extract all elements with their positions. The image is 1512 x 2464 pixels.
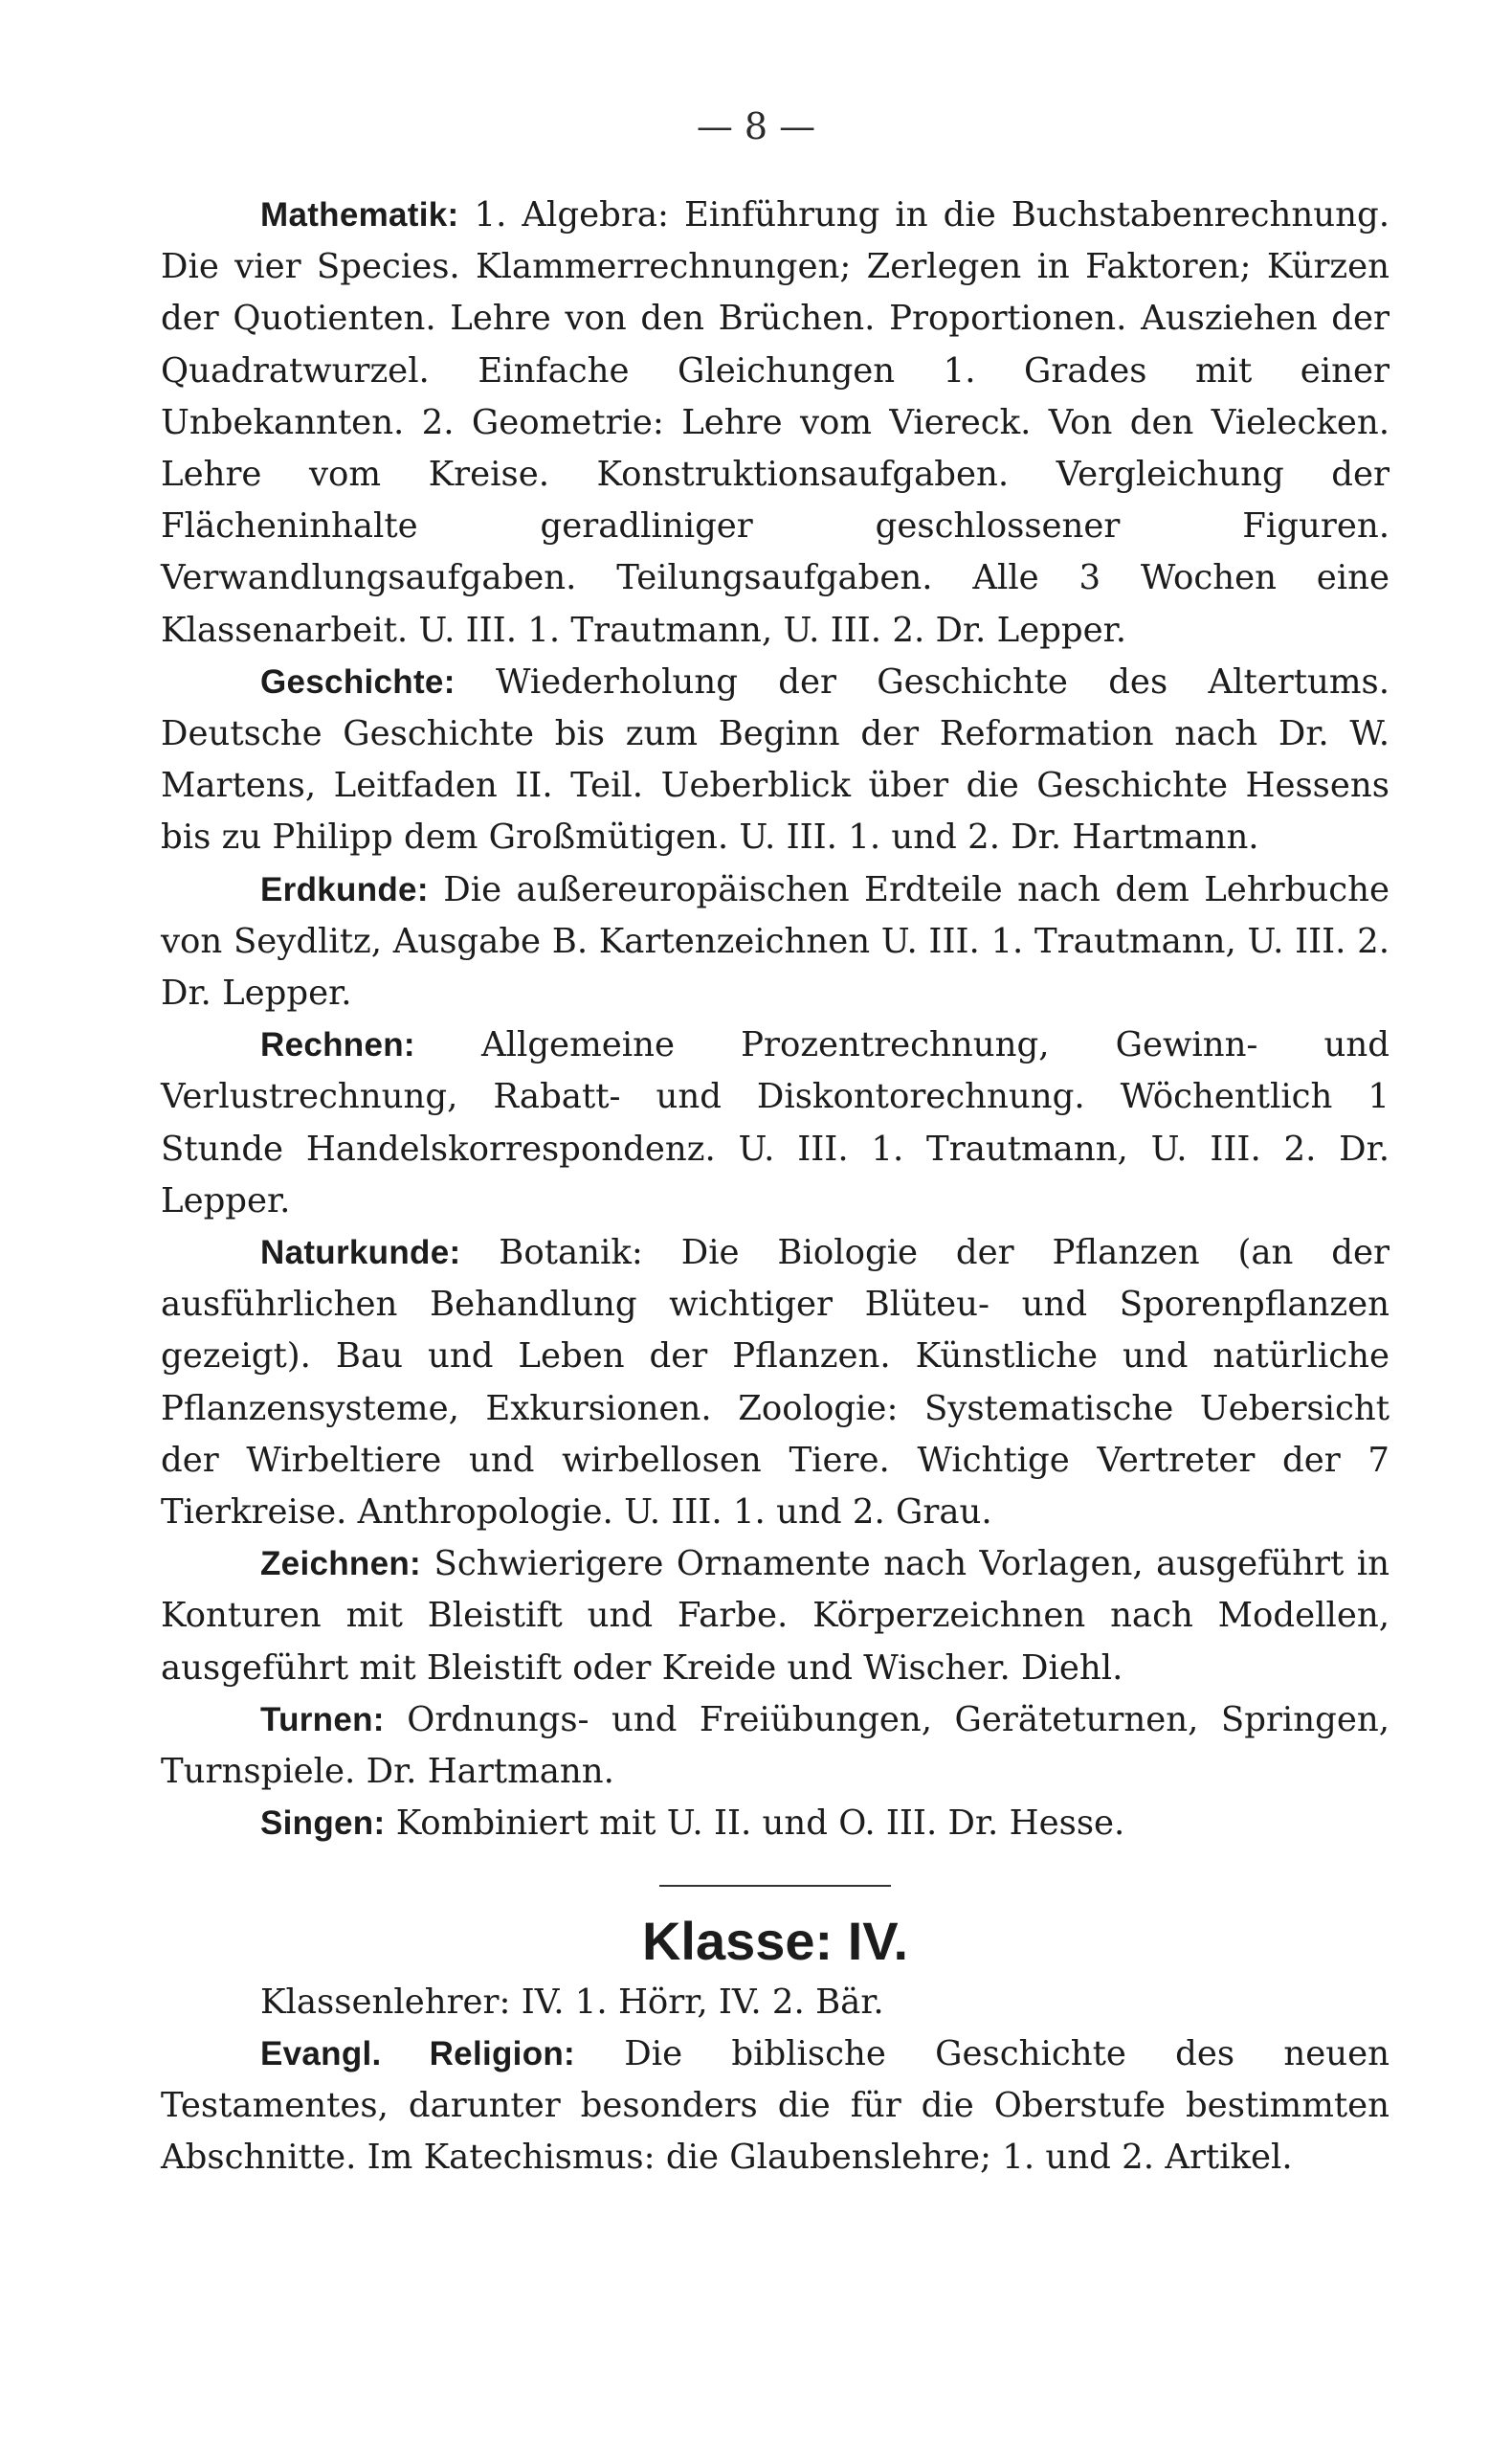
section-zeichnen (161, 1538, 1390, 1694)
section-text: Schwierigere Ornamente nach Vorlagen, ausgeführt in Konturen mit Bleistift und Farbe. Körperzeichnen nach Modellen, ausgeführt mit Bleistift oder Kreide und Wischer. Diehl. (161, 1544, 1390, 1688)
section-divider (659, 1885, 891, 1887)
section-heading: Singen: (260, 1804, 386, 1843)
section-heading: Geschichte: (260, 662, 456, 701)
section-heading: Naturkunde: (260, 1234, 461, 1272)
section-text: Allgemeine Prozentrechnung, Gewinn- und Verlustrechnung, Rabatt- und Diskontorechnung. Wöchentlich 1 Stunde Handelskorrespondenz. U. III. 1. Trautmann, U. III. 2. Dr. Lepper. (161, 1025, 1390, 1221)
section-text: Botanik: Die Biologie der Pflanzen (an der ausführlichen Behandlung wichtiger Blüteu- und Sporenpflanzen gezeigt). Bau und Leben der Pflanzen. Künstliche und natürliche Pflanzensysteme, Exkursionen. Zoologie: Systematische Uebersicht der Wirbeltiere und wirbellosen Tiere. Wichtige Vertreter der 7 Tierkreise. Anthropologie. U. III. 1. und 2. Grau. (161, 1233, 1390, 1533)
section-text: Kombiniert mit U. II. und O. III. Dr. Hesse. (385, 1803, 1125, 1844)
class-title: Klasse: IV. (641, 1910, 909, 1971)
section-heading: Zeichnen: (260, 1545, 421, 1583)
section-text: 1. Algebra: Einführung in die Buchstabenrechnung. Die vier Species. Klammerrechnungen; Zerlegen in Faktoren; Kürzen der Quotienten. Lehre von den Brüchen. Proportionen. Ausziehen der Quadratwurzel. Einfache Gleichungen 1. Grades mit einer Unbekannten. 2. Geometrie: Lehre vom Viereck. Von den Vielecken. Lehre vom Kreise. Konstruktionsaufgaben. Vergleichung der Flächeninhalte geradliniger geschlossener Figuren. Verwandlungsaufgaben. Teilungsaufgaben. Alle 3 Wochen eine Klassenarbeit. U. III. 1. Trautmann, U. III. 2. Dr. Lepper. (161, 195, 1390, 650)
section-heading: Evangl. Religion: (260, 2034, 576, 2072)
section-religion (161, 2028, 1390, 2184)
section-singen (161, 1798, 1390, 1849)
section-heading: Erdkunde: (260, 870, 429, 908)
section-erdkunde (161, 864, 1390, 1020)
page-number: — 8 — (696, 105, 816, 147)
section-heading: Turnen: (260, 1700, 385, 1738)
section-rechnen (161, 1019, 1390, 1227)
section-heading: Mathematik: (260, 196, 459, 234)
section-text: Die biblische Geschichte des neuen Testamentes, darunter besonders die für die Oberstufe bestimmten Abschnitte. Im Katechismus: die Glaubenslehre; 1. und 2. Artikel. (161, 2033, 1390, 2178)
section-turnen (161, 1694, 1390, 1798)
page-body (161, 190, 1390, 2184)
class-teachers: Klassenlehrer: IV. 1. Hörr, IV. 2. Bär. (260, 1982, 884, 2022)
section-text: Wiederholung der Geschichte des Altertums. Deutsche Geschichte bis zum Beginn der Reformation nach Dr. W. Martens, Leitfaden II. Teil. Ueberblick über die Geschichte Hessens bis zu Philipp dem Großmütigen. U. III. 1. und 2. Dr. Hartmann. (161, 661, 1390, 858)
section-text: Die außereuropäischen Erdteile nach dem Lehrbuche von Seydlitz, Ausgabe B. Kartenzeichnen U. III. 1. Trautmann, U. III. 2. Dr. Lepper. (161, 869, 1390, 1014)
section-mathematik (161, 190, 1390, 657)
section-naturkunde (161, 1227, 1390, 1538)
section-text: Ordnungs- und Freiübungen, Geräteturnen, Springen, Turnspiele. Dr. Hartmann. (161, 1699, 1390, 1792)
section-geschichte (161, 657, 1390, 864)
section-heading: Rechnen: (260, 1026, 415, 1064)
